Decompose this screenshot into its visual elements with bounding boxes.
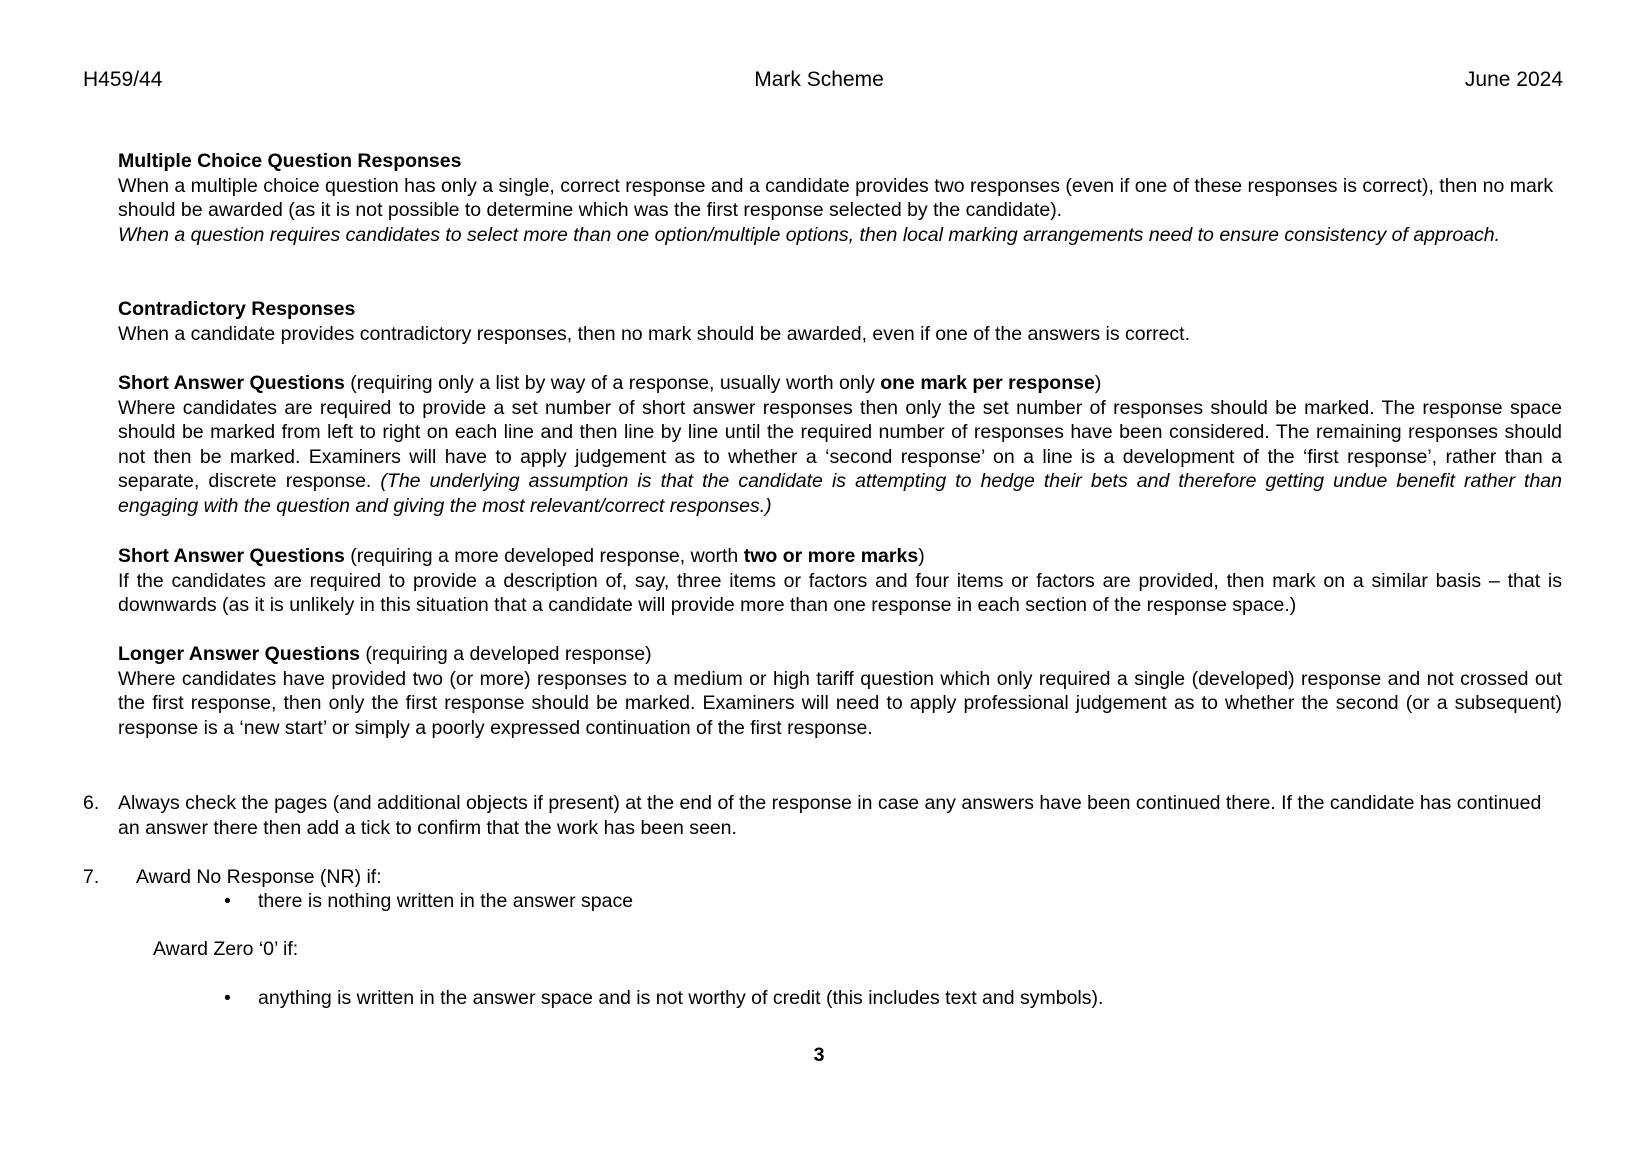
item-number-7: 7. bbox=[83, 866, 100, 888]
section-note: (The underlying assumption is that the candidate is attempting to hedge their bets and therefore getting undue benefit rather than engaging with the question and giving the most relevant/correct responses.) bbox=[118, 470, 1562, 517]
heading-note-close: ) bbox=[1094, 372, 1102, 394]
section-heading: Longer Answer Questions bbox=[118, 643, 360, 665]
section-heading: Multiple Choice Question Responses bbox=[118, 150, 462, 172]
section-body: Where candidates are required to provide a set number of short answer responses then only the set number of responses should be marked. The response space should be marked from left to right on each line and then line by line until the required number of responses have been considered. The remaining responses should not then be marked. Examiners will have to apply judgement as to whether a ‘second response’ on a line is a development of the ‘first response’, rather than a separate, discrete response. bbox=[118, 396, 1562, 492]
section-heading-line bbox=[118, 371, 1562, 396]
section-heading-line bbox=[118, 544, 1562, 569]
heading-note-emphasis: two or more marks bbox=[743, 545, 919, 567]
zero-label: Award Zero ‘0’ if: bbox=[153, 938, 299, 960]
section-body: If the candidates are required to provide a description of, say, three items or factors and four items or factors are provided, then mark on a similar basis – that is downwards (as it is unlikely in this situation that a candidate will provide more than one response in each section of the response space.) bbox=[118, 569, 1562, 616]
document-date: June 2024 bbox=[1464, 68, 1563, 91]
section-short-answer-list bbox=[118, 371, 1562, 518]
item-number-6: 6. bbox=[83, 792, 100, 814]
section-contradictory bbox=[118, 297, 1562, 346]
page-number: 3 bbox=[813, 1044, 825, 1066]
document-title: Mark Scheme bbox=[754, 68, 884, 91]
heading-note-close: ) bbox=[918, 545, 925, 567]
section-longer-answer bbox=[118, 642, 1562, 740]
document-code: H459/44 bbox=[83, 68, 163, 91]
section-body: When a multiple choice question has only a single, correct response and a candidate provides two responses (even if one of these responses is correct), then no mark should be awarded (as it is not possible to determine which was the first response selected by the candidate). bbox=[118, 174, 1554, 221]
section-heading: Short Answer Questions bbox=[118, 372, 345, 394]
section-note: When a question requires candidates to select more than one option/multiple options, then local marking arrangements need to ensure consistency of approach. bbox=[118, 223, 1501, 246]
section-body: When a candidate provides contradictory responses, then no mark should be awarded, even if one of the answers is correct. bbox=[118, 322, 1191, 345]
heading-note: (requiring a developed response) bbox=[359, 643, 652, 665]
zero-bullet-text: anything is written in the answer space and is not worthy of credit (this includes text and symbols). bbox=[258, 987, 1104, 1009]
heading-note: (requiring a more developed response, worth bbox=[344, 545, 744, 567]
bullet-icon: • bbox=[224, 987, 231, 1009]
nr-label: Award No Response (NR) if: bbox=[136, 866, 382, 888]
item-6-text: Always check the pages (and additional objects if present) at the end of the response in case any answers have been continued there. If the candidate has continued an answer there then add a tick to confirm that the work has been seen. bbox=[118, 792, 1542, 839]
section-heading: Contradictory Responses bbox=[118, 298, 356, 320]
nr-bullet-text: there is nothing written in the answer space bbox=[258, 890, 634, 912]
section-heading-line bbox=[118, 642, 1562, 667]
section-body: Where candidates have provided two (or more) responses to a medium or high tariff question which only required a single (developed) response and not crossed out the first response, then only the first response should be marked. Examiners will need to apply professional judgement as to whether the second (or a subsequent) response is a ‘new start’ or simply a poorly expressed continuation of the first response. bbox=[118, 667, 1562, 739]
bullet-icon: • bbox=[224, 890, 231, 912]
section-heading: Short Answer Questions bbox=[118, 545, 345, 567]
section-short-answer-developed bbox=[118, 544, 1562, 618]
section-mcq bbox=[118, 149, 1562, 247]
heading-note-emphasis: one mark per response bbox=[880, 372, 1095, 394]
heading-note: (requiring only a list by way of a response, usually worth only bbox=[344, 372, 881, 394]
section-body-paragraph bbox=[118, 396, 1562, 519]
